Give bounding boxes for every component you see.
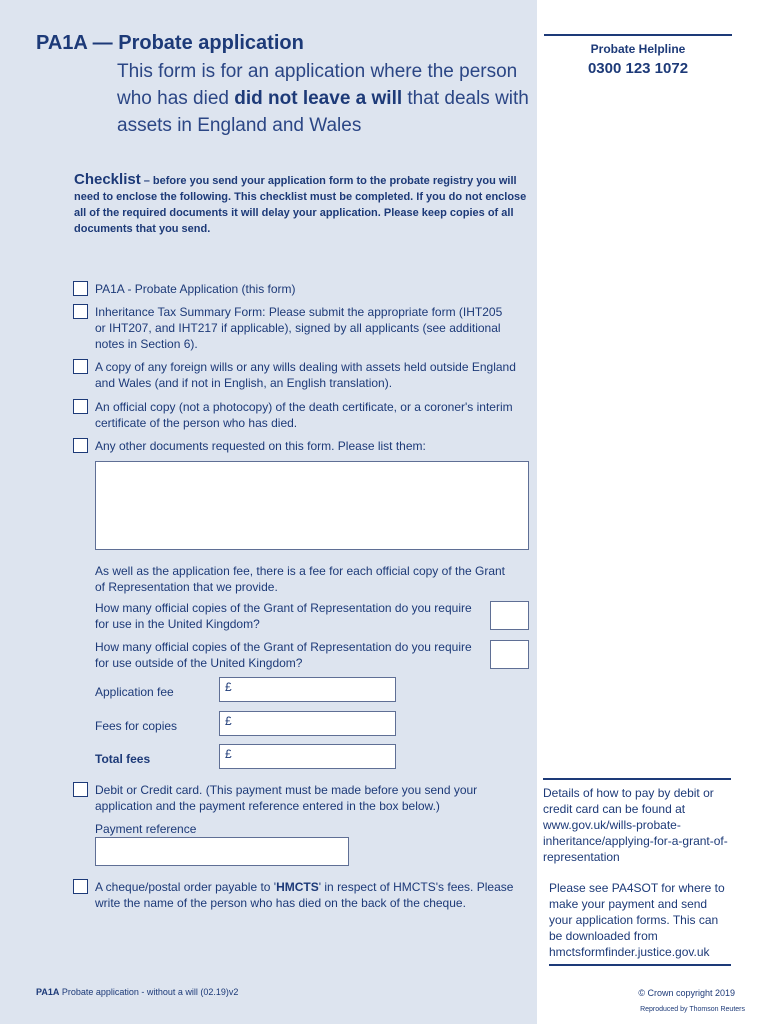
checkbox-pa1a[interactable]: [73, 281, 88, 296]
card-payment-text: Debit or Credit card. (This payment must be made before you send your application and the payment reference entered in the box below.): [95, 783, 478, 813]
other-documents-textarea[interactable]: [95, 461, 529, 550]
copies-in-uk-label: How many official copies of the Grant of Representation do you require for use in the United Kingdom?: [95, 601, 472, 631]
helpline-label: Probate Helpline: [590, 42, 686, 56]
pa4sot-note: Please see PA4SOT for where to make your payment and send your application forms. This can be downloaded from hmctsformfinder.justice.gov.uk: [549, 880, 731, 966]
total-fees-label: Total fees: [95, 752, 151, 766]
cheque-payment-text: A cheque/postal order payable to 'HMCTS' in respect of HMCTS's fees. Please write the name of the person who has died on the back of the cheque.: [95, 880, 514, 910]
checklist-intro: Checklist – before you send your application form to the probate registry you will need to enclose the following. This checklist must be completed. If you do not enclose all of the required documents it will delay your application. Please keep copies of all documents that you send.: [74, 171, 527, 235]
footer-form-code: PA1A Probate application - without a will (02.19)v2: [36, 987, 239, 997]
form-subtitle: This form is for an application where the person who has died did not leave a will that deals with assets in England and Wales: [117, 61, 529, 136]
fees-intro: As well as the application fee, there is a fee for each official copy of the Grant of Representation that we provide.: [95, 564, 506, 594]
application-fee-label: Application fee: [95, 685, 174, 699]
copies-in-uk-input[interactable]: [490, 601, 529, 630]
checkbox-foreign-wills[interactable]: [73, 359, 88, 374]
checklist-item-iht: Inheritance Tax Summary Form: Please submit the appropriate form (IHT205 or IHT207, and IHT217 if applicable), signed by all applicants (see additional notes in Section 6).: [95, 305, 503, 351]
fees-for-copies-label: Fees for copies: [95, 719, 178, 733]
checkbox-death-certificate[interactable]: [73, 399, 88, 414]
checkbox-iht[interactable]: [73, 304, 88, 319]
page-title: PA1A — Probate application: [36, 32, 304, 54]
payment-reference-label: Payment reference: [95, 822, 197, 836]
footer-copyright: © Crown copyright 2019: [638, 988, 735, 998]
copies-outside-uk-input[interactable]: [490, 640, 529, 669]
checklist-item-death-certificate: An official copy (not a photocopy) of the death certificate, or a coroner's interim certificate of the person who has died.: [95, 400, 513, 430]
checkbox-cheque-payment[interactable]: [73, 879, 88, 894]
checklist-item-foreign-wills: A copy of any foreign wills or any wills dealing with assets held outside England and Wales (and if not in English, an English translation).: [95, 360, 516, 390]
card-payment-note: Details of how to pay by debit or credit card can be found at www.gov.uk/wills-probate-inheritance/applying-for-a-grant-of-representation: [543, 778, 731, 865]
application-fee-input[interactable]: £: [219, 677, 396, 702]
checklist-item-other-documents: Any other documents requested on this form. Please list them:: [95, 439, 426, 453]
fees-for-copies-input[interactable]: £: [219, 711, 396, 736]
copies-outside-uk-label: How many official copies of the Grant of Representation do you require for use outside of the United Kingdom?: [95, 640, 472, 670]
payment-reference-input[interactable]: [95, 837, 349, 866]
helpline-number: 0300 123 1072: [587, 60, 689, 77]
checkbox-card-payment[interactable]: [73, 782, 88, 797]
footer-reproduced: Reproduced by Thomson Reuters: [640, 1006, 745, 1013]
checklist-item-pa1a: PA1A - Probate Application (this form): [95, 282, 296, 296]
total-fees-input[interactable]: £: [219, 744, 396, 769]
checkbox-other-documents[interactable]: [73, 438, 88, 453]
helpline-box: [544, 34, 732, 77]
